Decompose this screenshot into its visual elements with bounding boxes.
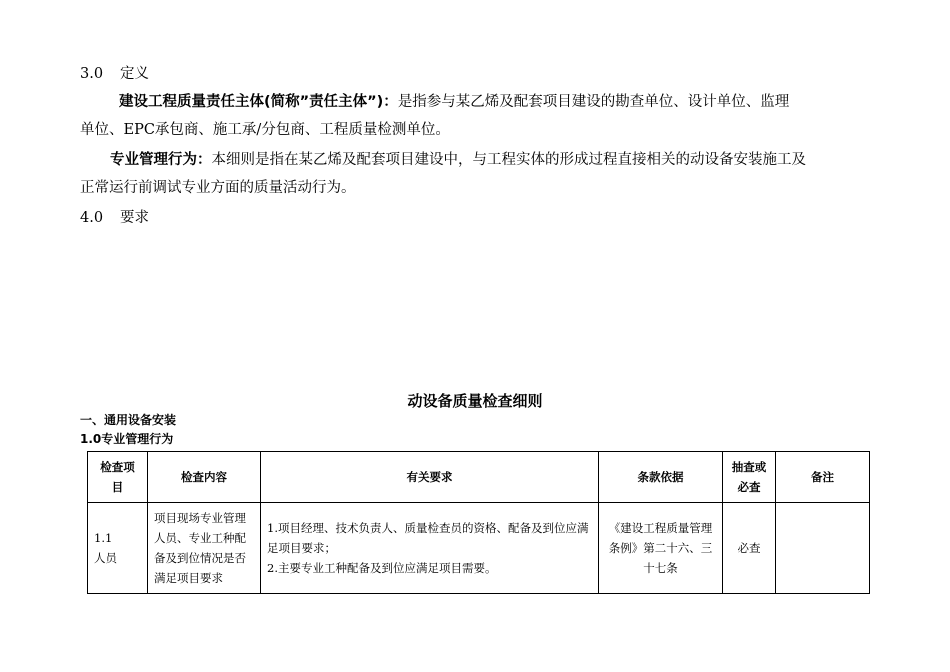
cell-requirements xyxy=(261,503,599,594)
inspection-table xyxy=(87,451,870,594)
item-name: 人员 xyxy=(94,551,117,565)
header-basis: 条款依据 xyxy=(599,452,723,503)
header-requirements: 有关要求 xyxy=(261,452,599,503)
definition-2-term: 专业管理行为： xyxy=(110,152,212,168)
header-item: 检查项目 xyxy=(88,452,148,503)
section-3-number: 3.0 xyxy=(80,66,104,82)
item-number: 1.1 xyxy=(94,531,113,545)
header-check-type: 抽查或必查 xyxy=(723,452,776,503)
section-3-heading xyxy=(80,64,149,84)
table-row xyxy=(88,503,870,594)
header-remarks: 备注 xyxy=(776,452,870,503)
cell-remarks xyxy=(776,503,870,594)
cell-item xyxy=(88,503,148,594)
subheading-general-equipment: 一、通用设备安装 xyxy=(80,413,177,427)
table-header-row xyxy=(88,452,870,503)
section-4-title: 要求 xyxy=(120,210,149,226)
header-content: 检查内容 xyxy=(148,452,261,503)
requirement-1: 1.项目经理、技术负责人、质量检查员的资格、配备及到位应满足项目要求； xyxy=(267,521,589,555)
requirement-2: 2.主要专业工种配备及到位应满足项目需要。 xyxy=(267,561,497,575)
section-4-number: 4.0 xyxy=(80,210,104,226)
definition-2-line-1 xyxy=(110,150,806,170)
document-title: 动设备质量检查细则 xyxy=(407,392,543,410)
definition-1-text-1: 是指参与某乙烯及配套项目建设的勘查单位、设计单位、监理 xyxy=(397,94,790,110)
cell-check-type: 必查 xyxy=(723,503,776,594)
definition-2-text-1: 本细则是指在某乙烯及配套项目建设中，与工程实体的形成过程直接相关的动设备安装施工及 xyxy=(211,152,806,168)
cell-content: 项目现场专业管理人员、专业工种配备及到位情况是否满足项目要求 xyxy=(148,503,261,594)
cell-basis: 《建设工程质量管理条例》第二十六、三十七条 xyxy=(599,503,723,594)
definition-1-line-1 xyxy=(119,92,789,112)
section-3-title: 定义 xyxy=(120,66,149,82)
section-4-heading xyxy=(80,208,149,228)
definition-1-line-2: 单位、EPC承包商、施工承/分包商、工程质量检测单位。 xyxy=(80,122,450,138)
definition-1-term: 建设工程质量责任主体(简称”责任主体”)： xyxy=(119,94,398,110)
subheading-management-behavior: 1.0专业管理行为 xyxy=(80,432,174,446)
definition-2-line-2: 正常运行前调试专业方面的质量活动行为。 xyxy=(80,180,356,196)
